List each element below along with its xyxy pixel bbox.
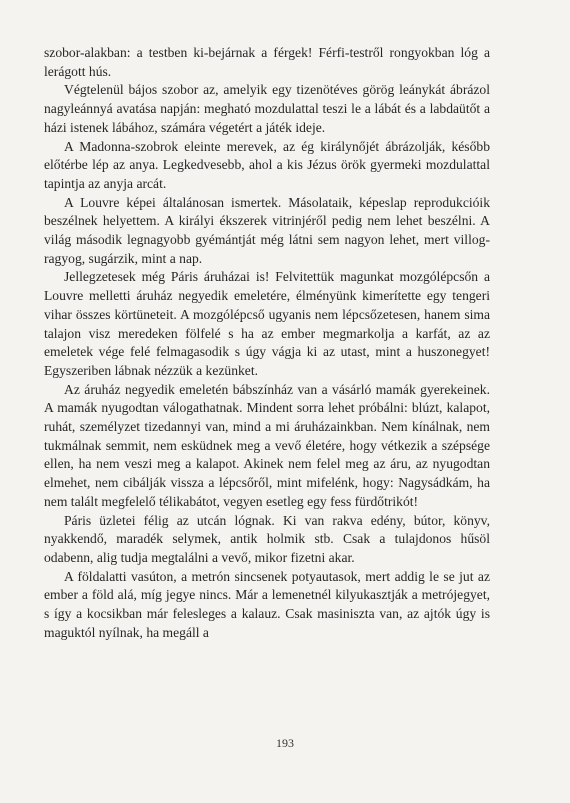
paragraph-3: A Madonna-szobrok eleinte merevek, az ég királynőjét ábrázolják, később előtérbe lép az anya. Legkedvesebb, ahol a kis Jézus örök gyermeki mozdulattal tapintja az anyja arcát. <box>44 138 490 191</box>
body-text <box>44 44 490 643</box>
page-number: 193 <box>276 736 294 750</box>
paragraph-2: Végtelenül bájos szobor az, amelyik egy tizenötéves görög leánykát ábrázol nagyleánnyá avatása napján: megható mozdulattal teszi le a lábát és a labdaütőt a házi istenek lábához, számára végetért a játék ideje. <box>44 82 490 135</box>
paragraph-4: A Louvre képei általánosan ismertek. Másolataik, képeslap reprodukcióik beszélnek helyettem. A királyi ékszerek vitrinjéről pedig nem lehet beszélni. A világ második legnagyobb gyémántját még látni sem nagyon lehet, mert villog-ragyog, sugárzik, mint a nap. <box>44 194 490 266</box>
paragraph-5: Jellegzetesek még Páris áruházai is! Felvitettük magunkat mozgólépcsőn a Louvre melletti áruház negyedik emeletére, élményünk kimerítette egy tengeri vihar összes körtüneteit. A mozgólépcső ugyanis nem lépcsőzetesen, hanem sima talajon visz meredeken fölfelé s ha az ember megmarkolja a karfát, az az emeletek vége felé felmagasodik s úgy vágja ki az utast, mint a huszonegyet! Egyszeriben lábnak nézzük a kezünket. <box>44 269 490 378</box>
paragraph-7: Páris üzletei félig az utcán lógnak. Ki van rakva edény, bútor, könyv, nyakkendő, maradék selymek, antik holmik stb. Csak a tulajdonos hűsöl odabenn, alig tudja megtalálni a vevő, mikor fizetni akar. <box>44 512 490 565</box>
paragraph-8: A földalatti vasúton, a metrón sincsenek potyautasok, mert addig le se jut az ember a föld alá, míg jegye nincs. Már a lemenetnél kilyukasztják a metrójegyet, s így a kocsikban már felesleges a kalauz. Csak masiniszta van, az ajtók úgy is maguktól nyílnak, ha megáll a <box>44 568 490 640</box>
paragraph-6: Az áruház negyedik emeletén bábszínház van a vásárló mamák gyerekeinek. A mamák nyugodtan válogathatnak. Mindent sorra lehet próbálni: blúzt, kalapot, ruhát, személyzet tizedannyi van, mind a mi áruházainkban. Nem kínálnak, nem tukmálnak semmit, nem esküdnek meg a vevő életére, hogy vétkezik a szépsége ellen, ha nem veszi meg a kalapot. Akinek nem felel meg az áru, az nyugodtan elmehet, nem cibálják vissza a lépcsőről, mint mifelénk, hogy: Nagysádkám, ha nem talált megfelelő télikabátot, vegyen esetleg egy fess fürdőtrikót! <box>44 381 490 509</box>
paragraph-1: szobor-alakban: a testben ki-bejárnak a férgek! Férfi-testről rongyokban lóg a lerágott hús. <box>44 45 490 79</box>
